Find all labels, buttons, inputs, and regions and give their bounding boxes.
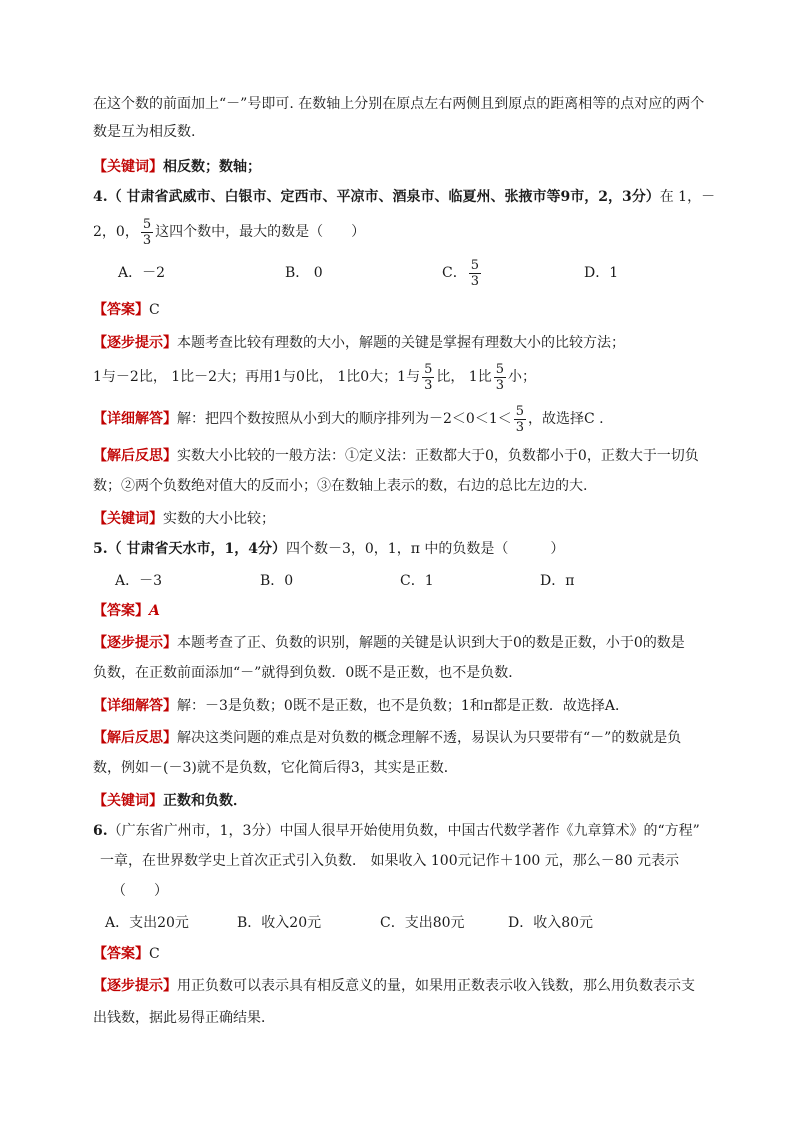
q5-stem: 四个数－3，0，1，π 中的负数是（ ）	[285, 541, 565, 557]
q4-number: 4.	[93, 189, 108, 205]
q6-option-d: D．收入80元	[508, 915, 594, 931]
q5-hint-line-2: 负数，在正数前面添加“－”就得到负数．0既不是正数，也不是负数．	[93, 665, 523, 681]
q4-option-c: C． $\frac{5}{3}$	[442, 257, 479, 289]
q6-stem-line-1: 中国人很早开始使用负数，中国古代数学著作《九章算术》的“方程”	[279, 823, 700, 839]
q4-option-d: D．1	[584, 265, 619, 281]
keyword-text: 相反数；数轴；	[163, 159, 261, 175]
reflect-tag: 【解后反思】	[93, 448, 177, 464]
answer-tag: 【答案】	[93, 603, 149, 619]
keyword-tag: 【关键词】	[93, 159, 163, 175]
q5-keyword: 【关键词】正数和负数．	[93, 793, 247, 809]
q4-stem-c: 这四个数中，最大的数是（ ）	[155, 224, 366, 240]
answer-value: C	[149, 302, 160, 318]
q4-hint-line-2: 1与－2比， 1比－2大；再用1与0比， 1比0大；1与 $\frac{5}{3}$ 比， 1比 $\frac{5}{3}$ 小；	[93, 361, 536, 393]
q5-source: （ 甘肃省天水市，1，4分）	[107, 541, 286, 557]
q4-source: （ 甘肃省武威市、白银市、定西市、平凉市、酒泉市、临夏州、张掖市等9市，2，3分）	[107, 189, 660, 205]
answer-tag: 【答案】	[93, 302, 149, 318]
q4-stem-b: 2，0，	[93, 224, 139, 240]
q5-option-c: C．1	[400, 573, 434, 589]
q4-keyword: 【关键词】实数的大小比较；	[93, 511, 275, 527]
q4-option-a: A．－2	[118, 265, 166, 281]
keyword-tag: 【关键词】	[93, 793, 163, 809]
q4-option-b: B． 0	[285, 265, 323, 281]
q5-number: 5.	[93, 541, 108, 557]
q6-answer	[93, 944, 160, 964]
q5-reflect-line-1: 【解后反思】解决这类问题的难点是对负数的概念理解不透，易误认为只要带有“－”的数就是负	[93, 730, 682, 746]
reflect-tag: 【解后反思】	[93, 730, 177, 746]
q5-option-a: A．－3	[115, 573, 163, 589]
q5-option-d: D．π	[540, 573, 575, 589]
q4-stem-a: 在 1，－	[659, 189, 716, 205]
detail-tag: 【详细解答】	[93, 411, 177, 427]
q4-stem-line2	[93, 215, 365, 249]
answer-tag: 【答案】	[93, 946, 149, 962]
q6-hint-line-1: 【逐步提示】用正负数可以表示具有相反意义的量，如果用正数表示收入钱数，那么用负数表示支	[93, 978, 695, 994]
q5-option-b: B．0	[260, 573, 294, 589]
hint-tag: 【逐步提示】	[93, 635, 177, 651]
fraction-five-thirds: $\frac{5}{3}$	[142, 216, 152, 248]
intro-line-1: 在这个数的前面加上“－”号即可. 在数轴上分别在原点左右两侧且到原点的距离相等的点对应的两个	[93, 96, 705, 112]
q5-answer	[93, 601, 160, 621]
q4-answer	[93, 300, 160, 320]
q4-detail: 【详细解答】解：把四个数按照从小到大的顺序排列为－2＜0＜1＜ $\frac{5}{3}$ ，故选择C .	[93, 403, 604, 435]
q6-header	[93, 821, 700, 841]
hint-tag: 【逐步提示】	[93, 978, 177, 994]
answer-value: A	[149, 603, 160, 619]
keyword-prev	[93, 157, 261, 177]
detail-tag: 【详细解答】	[93, 698, 177, 714]
q6-stem-line-3: （ ）	[112, 883, 168, 899]
q6-source: （广东省广州市，1，3分）	[107, 823, 280, 839]
q4-reflect-line-1: 【解后反思】实数大小比较的一般方法：①定义法：正数都大于0，负数都小于0，正数大于一切负	[93, 448, 699, 464]
q5-detail: 【详细解答】解：－3是负数；0既不是正数，也不是负数；1和π都是正数．故选择A．	[93, 698, 630, 714]
q4-reflect-line-2: 数；②两个负数绝对值大的反而小；③在数轴上表示的数，右边的总比左边的大.	[93, 478, 588, 494]
q6-hint-line-2: 出钱数，据此易得正确结果．	[93, 1010, 275, 1026]
fraction-five-thirds: $\frac{5}{3}$	[470, 257, 479, 289]
q4-header	[93, 187, 715, 207]
q6-number: 6.	[93, 823, 108, 839]
q6-option-b: B．收入20元	[237, 915, 322, 931]
keyword-tag: 【关键词】	[93, 511, 163, 527]
q5-reflect-line-2: 数，例如－(－3)就不是负数，它化简后得3，其实是正数．	[93, 760, 458, 776]
hint-tag: 【逐步提示】	[93, 335, 177, 351]
fraction-five-thirds: $\frac{5}{3}$	[495, 361, 504, 393]
intro-line-2: 数是互为相反数.	[93, 124, 196, 140]
q6-option-c: C．支出80元	[380, 915, 465, 931]
q5-header	[93, 539, 564, 559]
q5-hint-line-1: 【逐步提示】本题考查了正、负数的识别，解题的关键是认识到大于0的数是正数，小于0的数是	[93, 635, 685, 651]
q4-hint-line-1: 【逐步提示】本题考查比较有理数的大小，解题的关键是掌握有理数大小的比较方法；	[93, 335, 625, 351]
q6-stem-line-2: 一章，在世界数学史上首次正式引入负数． 如果收入 100元记作＋100 元，那么－80 元表示	[100, 853, 680, 869]
answer-value: C	[149, 946, 160, 962]
fraction-five-thirds: $\frac{5}{3}$	[515, 403, 525, 435]
q6-option-a: A．支出20元	[105, 915, 189, 931]
fraction-five-thirds: $\frac{5}{3}$	[424, 361, 433, 393]
